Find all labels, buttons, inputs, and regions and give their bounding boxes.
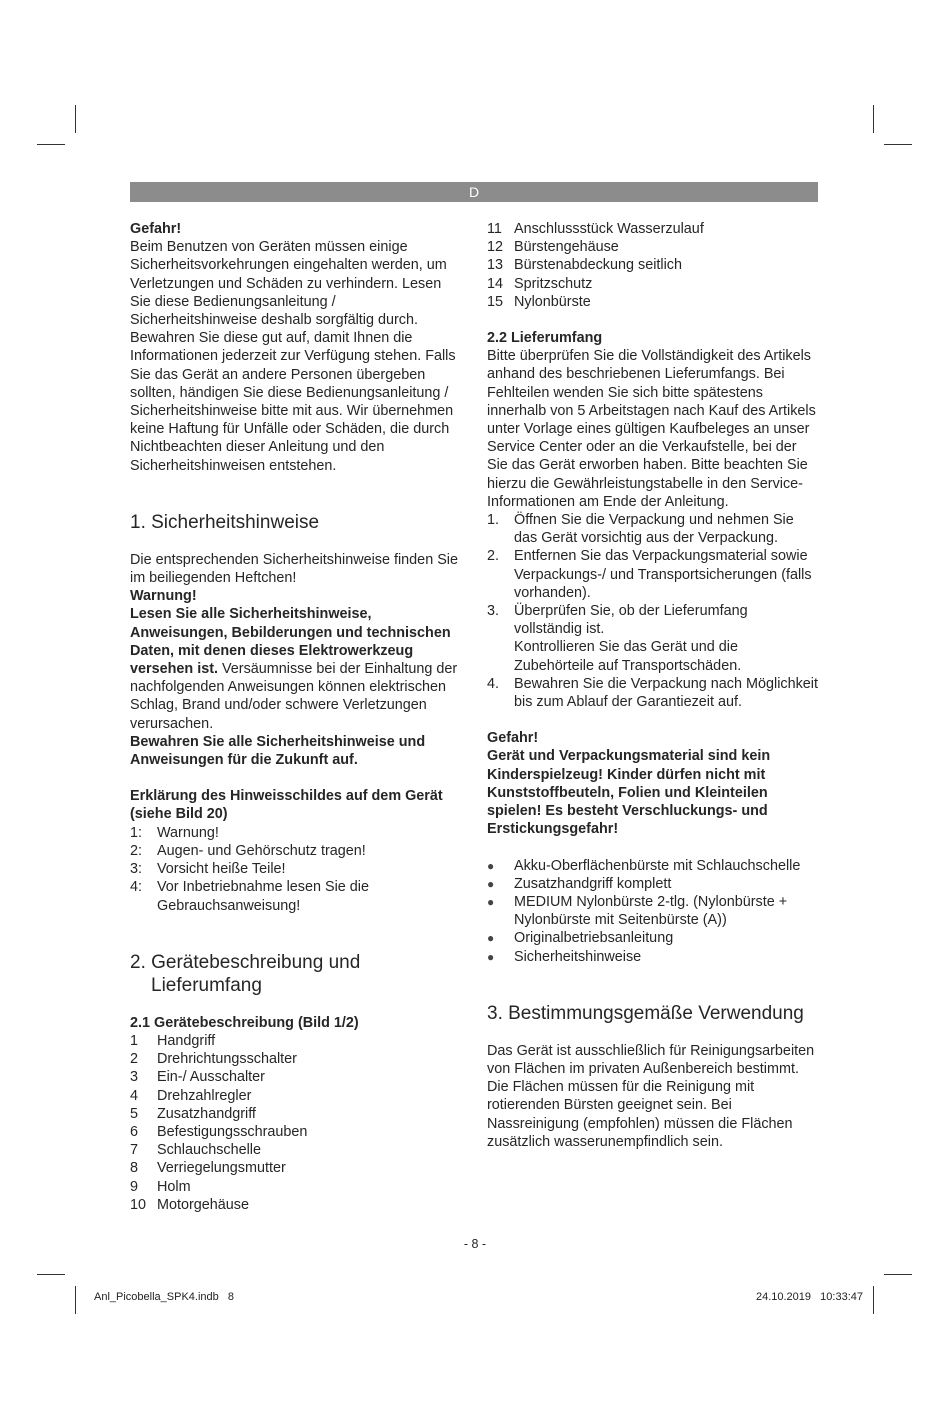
bullet-icon: ● [487,949,495,964]
language-bar [130,182,818,202]
list-item: 4: Vor Inbetriebnahme lesen Sie die Gebrauchsanweisung! [130,879,370,914]
safety-intro: Die entsprechenden Sicherheitshinweise finden Sie im beiliegenden Heftchen! [130,551,458,587]
danger-text: Beim Benutzen von Geräten müssen einige Sicherheitsvorkehrungen eingehalten werden, um Verletzungen und Schäden zu verhindern. Lesen Sie diese Bedienungsanleitung / Sicherheitshinweise deshalb sorgfältig durch. Bewahren Sie diese gut auf, damit Ihnen die Informationen jederzeit zur Verfügung stehen. Falls Sie das Gerät an andere Personen übergeben sollten, händigen Sie diese Bedienungsanleitung / Sicherheitshinweise bitte mit aus. Wir übernehmen keine Haftung für Unfälle oder Schäden, die durch Nichtbeachten dieser Anleitung und den Sicherheitshinweisen entstehen. [130,239,456,474]
crop-mark [37,144,65,145]
list-item: ● MEDIUM Nylonbürste 2-tlg. (Nylonbürste + Nylonbürste mit Seitenbürste (A)) [487,893,788,929]
subsection-2-2-title: 2.2 Lieferumfang [487,330,603,347]
list-item: ● Originalbetriebsanleitung [487,930,674,947]
crop-mark [37,1274,65,1275]
list-item: 10 Motorgehäuse [130,1196,250,1213]
label-explanation-title: Erklärung des Hinweisschildes auf dem Gerät (siehe Bild 20) [130,788,443,823]
list-item: 9 Holm [130,1178,191,1195]
list-item: 2: Augen- und Gehörschutz tragen! [130,842,366,859]
danger-title-2: Gefahr! [487,730,539,747]
delivery-text: Bitte überprüfen Sie die Vollständigkeit des Artikels anhand des beschriebenen Lieferumfangs. Bei Fehlteilen wenden Sie sich bitte spätestens innerhalb von 5 Arbeitstagen nach Kauf des Artikels unter Vorlage eines gültigen Kaufbeleges an unser Service Center oder an die Verkaufstelle, bei der Sie das Gerät erworben haben. Bitte beachten Sie hierzu die Gewährleistungstabelle in den Service-Informationen am Ende der Anleitung. [487,348,816,510]
list-item: ● Akku-Oberflächenbürste mit Schlauchschelle [487,857,801,874]
crop-mark [884,144,912,145]
crop-mark [873,1286,874,1314]
right-column [487,220,819,1151]
crop-mark [75,1286,76,1314]
list-item: 4. Bewahren Sie die Verpackung nach Möglichkeit bis zum Ablauf der Garantiezeit auf. [487,675,818,711]
bullet-icon: ● [487,876,495,891]
warning-text: Versäumnisse bei der Einhaltung der nachfolgenden Anweisungen können elektrischen Schlag, Brand und/oder schwere Verletzungen verursachen. [130,661,458,732]
list-item: 8 Verriegelungsmutter [130,1160,286,1177]
list-item: 1: Warnung! [130,824,219,841]
left-column [130,220,462,1214]
label-explanation-list [130,824,462,915]
list-item: 14 Spritzschutz [487,275,593,292]
parts-list [130,1032,462,1214]
list-item: 1 Handgriff [130,1032,216,1049]
unpacking-steps [487,511,819,711]
crop-mark [873,105,874,133]
list-item: 11 Anschlussstück Wasserzulauf [487,221,704,237]
list-item: 2 Drehrichtungsschalter [130,1051,297,1068]
intended-use-text: Das Gerät ist ausschließlich für Reinigungsarbeiten von Flächen im privaten Außenbereich bestimmt. Die Flächen müssen für die Reinigung mit rotierenden Bürsten geeignet sein. Bei Nassreinigung (empfohlen) müssen die Flächen zusätzlich wasserunempfindlich sein. [487,1042,815,1150]
subsection-2-1-title: 2.1 Gerätebeschreibung (Bild 1/2) [130,1014,359,1031]
warning-paragraph [130,605,462,732]
section-heading-1: 1. Sicherheitshinweise [130,511,320,533]
list-item: 12 Bürstengehäuse [487,239,619,256]
warning-bold-text: Lesen Sie alle Sicherheitshinweise, Anweisungen, Bebilderungen und technischen Daten, mit denen dieses Elektrowerkzeug versehen ist. [130,606,451,678]
list-item: 1. Öffnen Sie die Verpackung und nehmen Sie das Gerät vorsichtig aus der Verpackung. [487,512,794,547]
parts-list-continued [487,220,819,311]
section-heading-2: 2. Gerätebeschreibung und Lieferumfang [130,951,361,996]
keep-instructions: Bewahren Sie alle Sicherheitshinweise und Anweisungen für die Zukunft auf. [130,733,426,769]
list-item: ● Sicherheitshinweise [487,948,642,965]
list-item: 5 Zusatzhandgriff [130,1105,256,1122]
list-item: 13 Bürstenabdeckung seitlich [487,257,682,274]
footer-datetime: 24.10.2019 10:33:47 [755,1291,863,1303]
list-item: 7 Schlauchschelle [130,1142,261,1159]
delivery-contents-list [487,857,819,966]
list-item: 2. Entfernen Sie das Verpackungsmaterial sowie Verpackungs-/ und Transportsicherungen (falls vorhanden). [487,548,812,601]
warning-title: Warnung! [130,588,197,605]
crop-mark [884,1274,912,1275]
crop-mark [75,105,76,133]
list-item: 3 Ein-/ Ausschalter [130,1069,265,1086]
list-item: 4 Drehzahlregler [130,1087,252,1104]
page-number: - 8 - [463,1237,487,1251]
danger-text-2: Gerät und Verpackungsmaterial sind kein Kinderspielzeug! Kinder dürfen nicht mit Kunststoffbeuteln, Folien und Kleinteilen spielen! Es besteht Verschluckungs- und Erstickungsgefahr! [487,748,771,838]
list-item: 3: Vorsicht heiße Teile! [130,861,286,878]
danger-title: Gefahr! [130,221,182,237]
bullet-icon: ● [487,931,495,946]
list-item: 15 Nylonbürste [487,293,591,310]
bullet-icon: ● [487,858,495,873]
list-item: 6 Befestigungsschrauben [130,1123,308,1140]
section-heading-3: 3. Bestimmungsgemäße Verwendung [487,1002,804,1024]
list-item: ● Zusatzhandgriff komplett [487,875,672,892]
bullet-icon: ● [487,894,495,909]
language-code: D [468,184,480,200]
list-item: 3. Überprüfen Sie, ob der Lieferumfang vollständig ist. Kontrollieren Sie das Gerät und die Zubehörteile auf Transportschäden. [487,603,748,674]
footer-file: Anl_Picobella_SPK4.indb 8 [94,1291,235,1303]
